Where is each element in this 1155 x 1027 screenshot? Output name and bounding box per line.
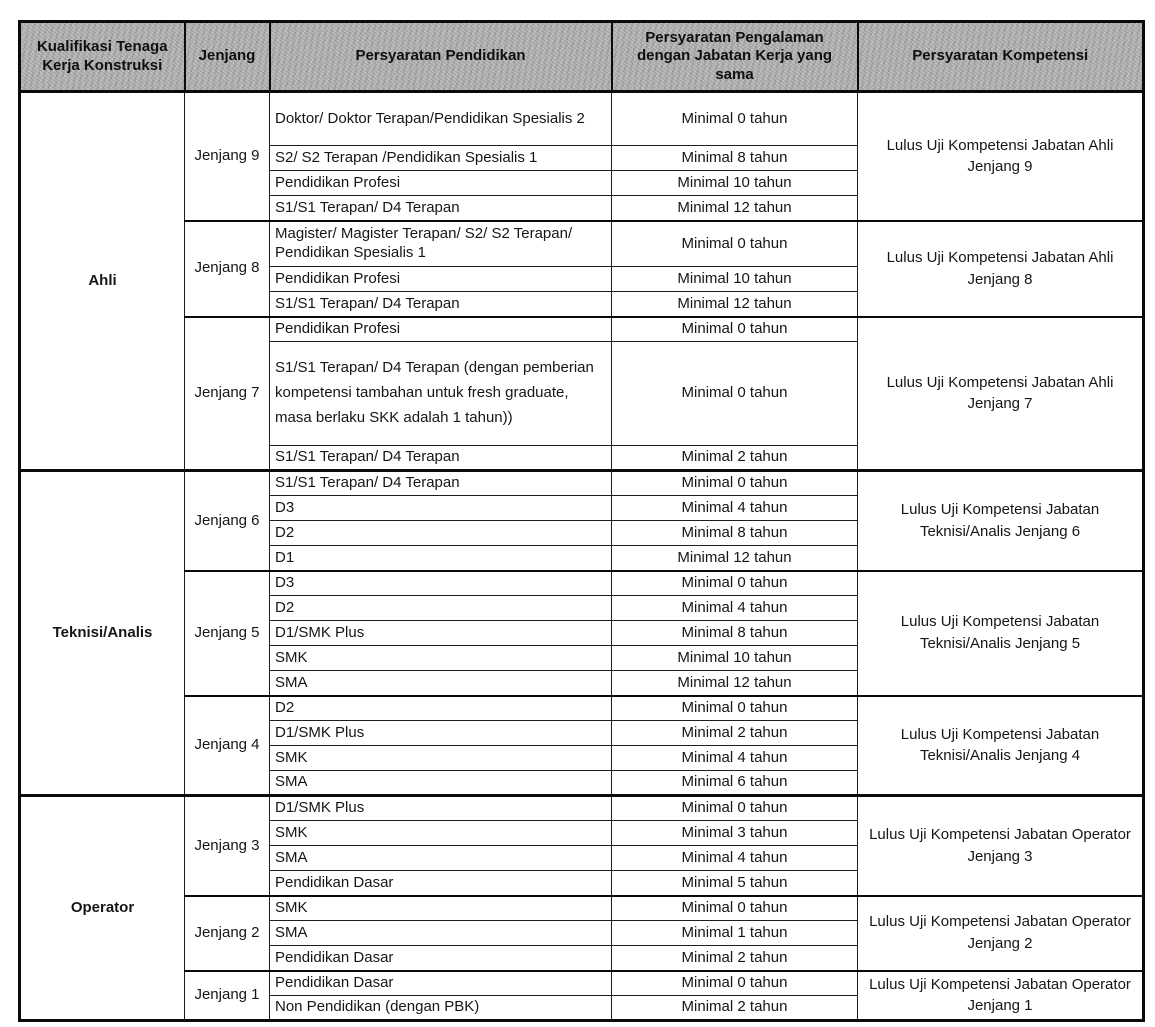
pengalaman-cell: Minimal 8 tahun xyxy=(612,146,858,171)
pendidikan-cell: Magister/ Magister Terapan/ S2/ S2 Terapan/ Pendidikan Spesialis 1 xyxy=(270,221,612,267)
jenjang-cell: Jenjang 1 xyxy=(185,971,270,1021)
pendidikan-cell: S1/S1 Terapan/ D4 Terapan xyxy=(270,196,612,221)
pendidikan-cell: SMA xyxy=(270,921,612,946)
pengalaman-cell: Minimal 12 tahun xyxy=(612,546,858,571)
table-row xyxy=(20,696,1144,721)
pendidikan-cell: SMK xyxy=(270,646,612,671)
pengalaman-cell: Minimal 2 tahun xyxy=(612,946,858,971)
pengalaman-cell: Minimal 12 tahun xyxy=(612,292,858,317)
column-header-pengalaman: Persyaratan Pengalaman dengan Jabatan Kerja yang sama xyxy=(612,22,858,92)
pendidikan-cell: Pendidikan Dasar xyxy=(270,946,612,971)
column-header-kompetensi: Persyaratan Kompetensi xyxy=(858,22,1144,92)
kompetensi-cell: Lulus Uji Kompetensi Jabatan Operator Jenjang 2 xyxy=(858,896,1144,971)
pengalaman-cell: Minimal 1 tahun xyxy=(612,921,858,946)
table-header-row xyxy=(20,22,1144,92)
pengalaman-cell: Minimal 0 tahun xyxy=(612,221,858,267)
kualifikasi-cell-ahli: Ahli xyxy=(20,92,185,471)
pengalaman-cell: Minimal 4 tahun xyxy=(612,496,858,521)
pendidikan-cell: SMK xyxy=(270,821,612,846)
pendidikan-cell: Pendidikan Profesi xyxy=(270,267,612,292)
jenjang-cell: Jenjang 7 xyxy=(185,317,270,471)
pendidikan-cell: Doktor/ Doktor Terapan/Pendidikan Spesialis 2 xyxy=(270,92,612,146)
pendidikan-cell: SMK xyxy=(270,896,612,921)
pendidikan-cell: D2 xyxy=(270,521,612,546)
pengalaman-cell: Minimal 0 tahun xyxy=(612,796,858,821)
pengalaman-cell: Minimal 2 tahun xyxy=(612,721,858,746)
pendidikan-cell: S1/S1 Terapan/ D4 Terapan xyxy=(270,471,612,496)
table-row xyxy=(20,971,1144,996)
pendidikan-cell: D3 xyxy=(270,496,612,521)
kompetensi-cell: Lulus Uji Kompetensi Jabatan Ahli Jenjang 9 xyxy=(858,92,1144,221)
pengalaman-cell: Minimal 10 tahun xyxy=(612,646,858,671)
table-row xyxy=(20,317,1144,342)
pengalaman-cell: Minimal 0 tahun xyxy=(612,317,858,342)
kompetensi-cell: Lulus Uji Kompetensi Jabatan Teknisi/Analis Jenjang 5 xyxy=(858,571,1144,696)
kompetensi-cell: Lulus Uji Kompetensi Jabatan Operator Jenjang 1 xyxy=(858,971,1144,1021)
kompetensi-cell: Lulus Uji Kompetensi Jabatan Operator Jenjang 3 xyxy=(858,796,1144,896)
column-header-jenjang: Jenjang xyxy=(185,22,270,92)
pendidikan-cell: D3 xyxy=(270,571,612,596)
jenjang-cell: Jenjang 8 xyxy=(185,221,270,317)
pengalaman-cell: Minimal 4 tahun xyxy=(612,596,858,621)
kompetensi-cell: Lulus Uji Kompetensi Jabatan Ahli Jenjang 8 xyxy=(858,221,1144,317)
pendidikan-cell: D1/SMK Plus xyxy=(270,621,612,646)
table-row xyxy=(20,221,1144,267)
pengalaman-cell: Minimal 0 tahun xyxy=(612,342,858,446)
pengalaman-cell: Minimal 0 tahun xyxy=(612,971,858,996)
pengalaman-cell: Minimal 4 tahun xyxy=(612,846,858,871)
pengalaman-cell: Minimal 0 tahun xyxy=(612,696,858,721)
kualifikasi-cell-operator: Operator xyxy=(20,796,185,1021)
kompetensi-cell: Lulus Uji Kompetensi Jabatan Teknisi/Analis Jenjang 6 xyxy=(858,471,1144,571)
pendidikan-cell: SMA xyxy=(270,846,612,871)
pengalaman-cell: Minimal 8 tahun xyxy=(612,621,858,646)
pengalaman-cell: Minimal 0 tahun xyxy=(612,571,858,596)
table-row xyxy=(20,471,1144,496)
pengalaman-cell: Minimal 8 tahun xyxy=(612,521,858,546)
pengalaman-cell: Minimal 0 tahun xyxy=(612,896,858,921)
pendidikan-cell: Pendidikan Dasar xyxy=(270,971,612,996)
pendidikan-cell: SMA xyxy=(270,671,612,696)
jenjang-cell: Jenjang 5 xyxy=(185,571,270,696)
pengalaman-cell: Minimal 2 tahun xyxy=(612,446,858,471)
pendidikan-cell: Non Pendidikan (dengan PBK) xyxy=(270,996,612,1021)
pendidikan-cell: S1/S1 Terapan/ D4 Terapan (dengan pemberian kompetensi tambahan untuk fresh graduate, masa berlaku SKK adalah 1 tahun)) xyxy=(270,342,612,446)
pengalaman-cell: Minimal 12 tahun xyxy=(612,671,858,696)
pendidikan-cell: S2/ S2 Terapan /Pendidikan Spesialis 1 xyxy=(270,146,612,171)
pengalaman-cell: Minimal 12 tahun xyxy=(612,196,858,221)
pendidikan-cell: Pendidikan Profesi xyxy=(270,317,612,342)
pendidikan-cell: S1/S1 Terapan/ D4 Terapan xyxy=(270,446,612,471)
pengalaman-cell: Minimal 5 tahun xyxy=(612,871,858,896)
pendidikan-cell: SMA xyxy=(270,771,612,796)
table-row xyxy=(20,92,1144,146)
pendidikan-cell: D1 xyxy=(270,546,612,571)
pendidikan-cell: S1/S1 Terapan/ D4 Terapan xyxy=(270,292,612,317)
table-row xyxy=(20,571,1144,596)
pendidikan-cell: D1/SMK Plus xyxy=(270,796,612,821)
pengalaman-cell: Minimal 0 tahun xyxy=(612,471,858,496)
pengalaman-cell: Minimal 6 tahun xyxy=(612,771,858,796)
pendidikan-cell: D2 xyxy=(270,596,612,621)
pendidikan-cell: D1/SMK Plus xyxy=(270,721,612,746)
column-header-kualifikasi: Kualifikasi Tenaga Kerja Konstruksi xyxy=(20,22,185,92)
pengalaman-cell: Minimal 0 tahun xyxy=(612,92,858,146)
pengalaman-cell: Minimal 3 tahun xyxy=(612,821,858,846)
scan-effect-wrapper xyxy=(18,20,1155,1022)
pengalaman-cell: Minimal 4 tahun xyxy=(612,746,858,771)
jenjang-cell: Jenjang 3 xyxy=(185,796,270,896)
column-header-pendidikan: Persyaratan Pendidikan xyxy=(270,22,612,92)
pengalaman-cell: Minimal 2 tahun xyxy=(612,996,858,1021)
table-row xyxy=(20,796,1144,821)
jenjang-cell: Jenjang 4 xyxy=(185,696,270,796)
pengalaman-cell: Minimal 10 tahun xyxy=(612,267,858,292)
pendidikan-cell: Pendidikan Dasar xyxy=(270,871,612,896)
qualification-table xyxy=(18,20,1145,1022)
jenjang-cell: Jenjang 6 xyxy=(185,471,270,571)
kualifikasi-cell-teknisi-analis: Teknisi/Analis xyxy=(20,471,185,796)
jenjang-cell: Jenjang 2 xyxy=(185,896,270,971)
pendidikan-cell: SMK xyxy=(270,746,612,771)
table-row xyxy=(20,896,1144,921)
kompetensi-cell: Lulus Uji Kompetensi Jabatan Teknisi/Analis Jenjang 4 xyxy=(858,696,1144,796)
pendidikan-cell: Pendidikan Profesi xyxy=(270,171,612,196)
jenjang-cell: Jenjang 9 xyxy=(185,92,270,221)
pengalaman-cell: Minimal 10 tahun xyxy=(612,171,858,196)
pendidikan-cell: D2 xyxy=(270,696,612,721)
kompetensi-cell: Lulus Uji Kompetensi Jabatan Ahli Jenjang 7 xyxy=(858,317,1144,471)
